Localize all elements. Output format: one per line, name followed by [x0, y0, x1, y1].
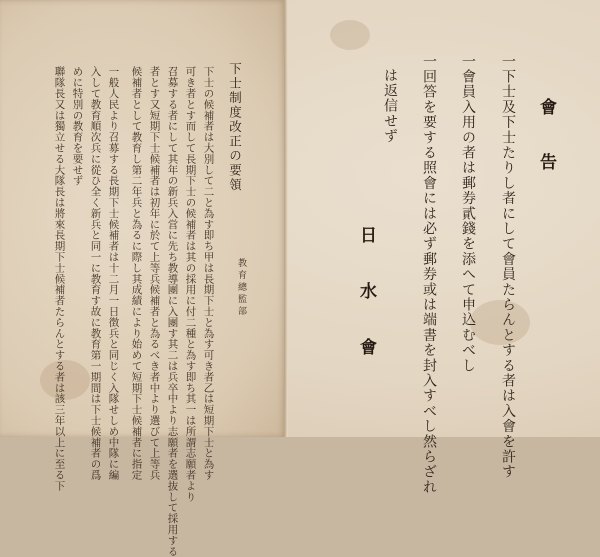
notice-item-1: 一下士及下士たりし者にして會員たらんとする者は入會を許す [500, 54, 516, 480]
paragraph-line-6: 一般人民より召募する長期下士候補者は十二月一日徴兵と同じく入隊せしめ中隊に編 [107, 66, 120, 481]
paragraph-line-7: 入して教育順次兵に從ひ全く新兵と同一に教育す故に教育第一期間は下士候補者の爲 [89, 66, 102, 481]
notice-item-3: 一回答を要する照會には必ず郵券或は端書を封入すべし然らざれ [421, 54, 437, 495]
paragraph-line-3: 召募する者にして其年の新兵入営に先ち教導團に入團す其二は兵卒中より志願者を選抜して採用する [166, 66, 179, 557]
left-document-title: 下士制度改正の要領 [227, 62, 243, 193]
signature-char-3: 會 [356, 338, 376, 355]
page-fold [284, 0, 288, 437]
paragraph-line-4: 者とす又短期下士候補者は初年に於て上等兵候補者と為るべき者中より選びて上等兵 [148, 66, 161, 481]
paragraph-line-1: 下士の候補者は大別して二と為す即ち甲は長期下士と為す可き者乙は短期下士と為す [202, 66, 215, 481]
issuer-label: 教育總監部 [236, 258, 246, 318]
signature-char-2: 水 [356, 282, 376, 299]
paragraph-line-9: 聯隊長又は獨立せる大隊長は將來長期下士候補者たらんとする者は該三年以上に至る下 [53, 66, 66, 492]
notice-heading: 會 告 [536, 98, 556, 186]
paragraph-line-8: めに特別の教育を要せず [71, 66, 84, 186]
notice-item-continuation: は返信せず [382, 68, 398, 144]
paragraph-line-2: 可き者とす而して長期下士の候補者は其の採用に付二種と為す即ち其一は所謂志願者より [184, 66, 197, 502]
paragraph-line-5: 候補者として教育し第二年兵と為るに際し其成績により始めて短期下士候補者に指定 [130, 66, 143, 481]
signature-char-1: 日 [356, 226, 376, 243]
paper-stain [330, 20, 370, 50]
notice-item-2: 一會員入用の者は郵券貳錢を添へて申込むべし [460, 54, 476, 374]
